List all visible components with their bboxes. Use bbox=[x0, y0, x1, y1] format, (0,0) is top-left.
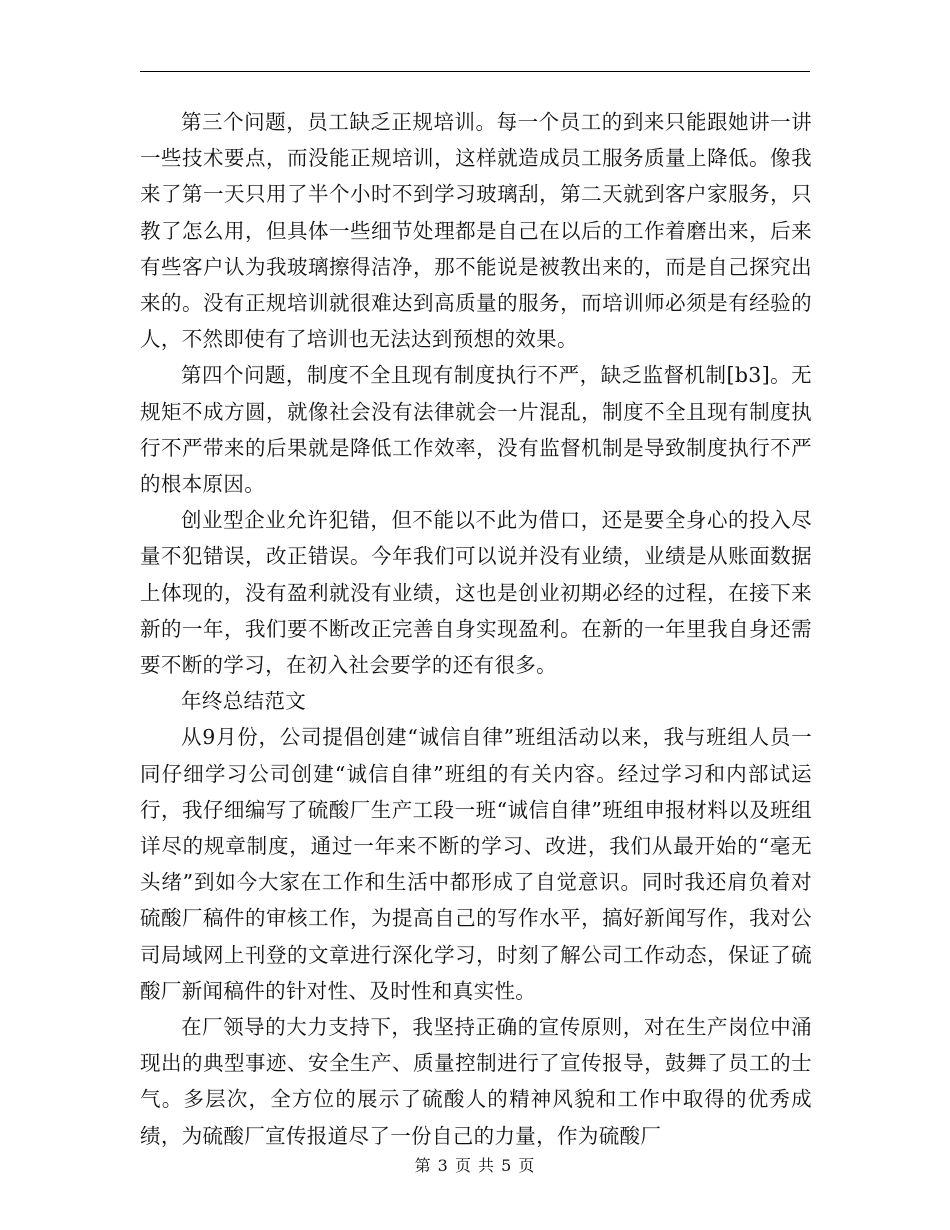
paragraph-publicity: 在厂领导的大力支持下，我坚持正确的宣传原则，对在生产岗位中涌现出的典型事迹、安全生产、质量控制进行了宣传报导，鼓舞了员工的士气。多层次，全方位的展示了硫酸人的精神风貌和工作中取得的优秀成绩，为硫酸厂宣传报道尽了一份自己的力量，作为硫酸厂 bbox=[140, 1015, 812, 1148]
paragraph-problem-three: 第三个问题，员工缺乏正规培训。每一个员工的到来只能跟她讲一讲一些技术要点，而没能正规培训，这样就造成员工服务质量上降低。像我来了第一天只用了半个小时不到学习玻璃刮，第二天就到客户家服务，只教了怎么用，但具体一些细节处理都是自己在以后的工作着磨出来，后来有些客户认为我玻璃擦得洁净，那不能说是被教出来的，而是自己探究出来的。没有正规培训就很难达到高质量的服务，而培训师必须是有经验的人，不然即使有了培训也无法达到预想的效果。 bbox=[140, 110, 812, 352]
paragraph-integrity: 从9月份，公司提倡创建“诚信自律”班组活动以来，我与班组人员一同仔细学习公司创建“诚信自律”班组的有关内容。经过学习和内部试运行，我仔细编写了硫酸厂生产工段一班“诚信自律”班组申报材料以及班组详尽的规章制度，通过一年来不断的学习、改进，我们从最开始的“毫无头绪”到如今大家在工作和生活中都形成了自觉意识。同时我还肩负着对硫酸厂稿件的审核工作，为提高自己的写作水平，搞好新闻写作，我对公司局域网上刊登的文章进行深化学习，时刻了解公司工作动态，保证了硫酸厂新闻稿件的针对性、及时性和真实性。 bbox=[140, 725, 812, 1003]
header-rule bbox=[140, 71, 810, 72]
paragraph-problem-four: 第四个问题，制度不全且现有制度执行不严，缺乏监督机制[b3]。无规矩不成方圆，就像社会没有法律就会一片混乱，制度不全且现有制度执行不严带来的后果就是降低工作效率，没有监督机制是导致制度执行不严的根本原因。 bbox=[140, 363, 812, 497]
paragraph-startup: 创业型企业允许犯错，但不能以不此为借口，还是要全身心的投入尽量不犯错误，改正错误。今年我们可以说并没有业绩，业绩是从账面数据上体现的，没有盈利就没有业绩，这也是创业初期必经的过程，在接下来新的一年，我们要不断改正完善自身实现盈利。在新的一年里我自身还需要不断的学习，在初入社会要学的还有很多。 bbox=[140, 508, 812, 678]
document-body bbox=[140, 104, 812, 1154]
section-title: 年终总结范文 bbox=[181, 689, 307, 714]
page-footer: 第 3 页 共 5 页 bbox=[414, 1156, 536, 1175]
